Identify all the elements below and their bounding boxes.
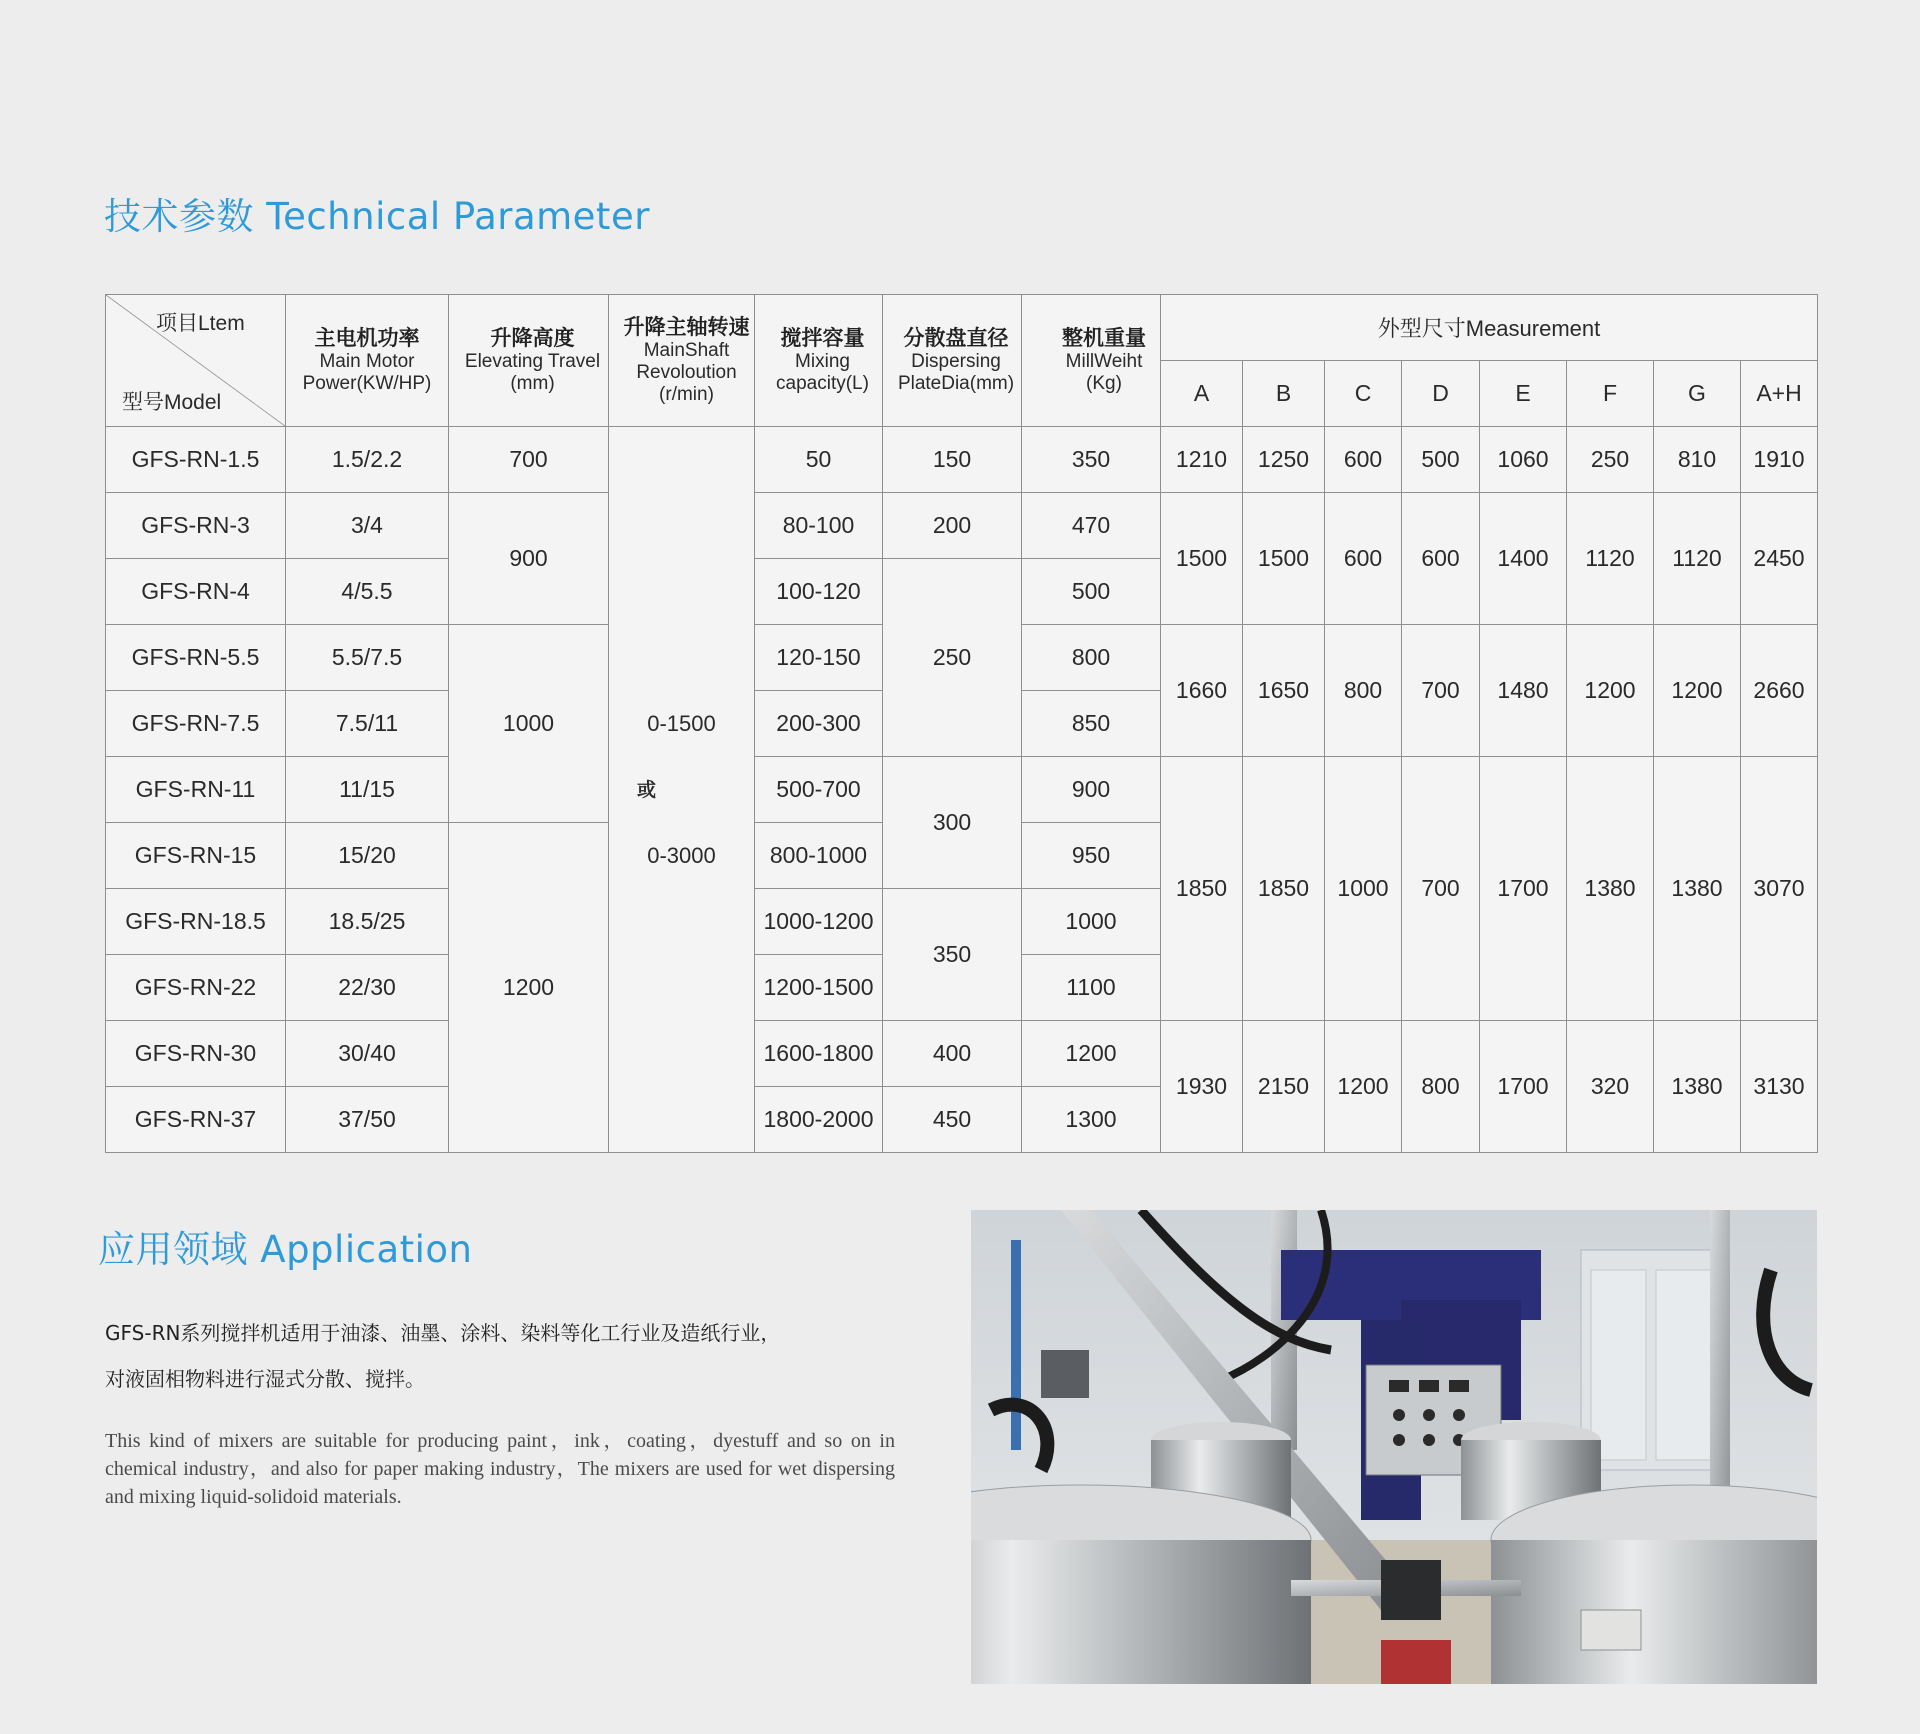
measure-d: 800 (1402, 1021, 1480, 1153)
measure-f: 1200 (1567, 625, 1654, 757)
measure-g: 1380 (1654, 757, 1741, 1021)
measure-e: 1400 (1480, 493, 1567, 625)
header-col-a-plus-h: A+H (1741, 361, 1818, 427)
model-cell: GFS-RN-5.5 (106, 625, 286, 691)
measure-b: 1500 (1243, 493, 1325, 625)
weight-cell: 950 (1022, 823, 1161, 889)
plate-dia-cell: 350 (883, 889, 1022, 1021)
measure-d: 700 (1402, 625, 1480, 757)
power-cell: 22/30 (286, 955, 449, 1021)
measure-a: 1850 (1161, 757, 1243, 1021)
travel-cell: 700 (449, 427, 609, 493)
capacity-cell: 1000-1200 (755, 889, 883, 955)
travel-cell: 900 (449, 493, 609, 625)
capacity-cell: 100-120 (755, 559, 883, 625)
capacity-cell: 120-150 (755, 625, 883, 691)
measure-a-plus-h: 1910 (1741, 427, 1818, 493)
header-col-c: C (1325, 361, 1402, 427)
header-col-a: A (1161, 361, 1243, 427)
capacity-cell: 500-700 (755, 757, 883, 823)
plate-dia-cell: 250 (883, 559, 1022, 757)
power-cell: 18.5/25 (286, 889, 449, 955)
measure-a-plus-h: 2660 (1741, 625, 1818, 757)
mixer-factory-photo (971, 1210, 1817, 1684)
header-col-f: F (1567, 361, 1654, 427)
measure-f: 320 (1567, 1021, 1654, 1153)
header-col-g: G (1654, 361, 1741, 427)
weight-cell: 500 (1022, 559, 1161, 625)
measure-b: 1850 (1243, 757, 1325, 1021)
measure-d: 700 (1402, 757, 1480, 1021)
measure-e: 1700 (1480, 1021, 1567, 1153)
plate-dia-cell: 400 (883, 1021, 1022, 1087)
measure-f: 1380 (1567, 757, 1654, 1021)
measure-b: 1250 (1243, 427, 1325, 493)
power-cell: 1.5/2.2 (286, 427, 449, 493)
measure-g: 1120 (1654, 493, 1741, 625)
model-cell: GFS-RN-22 (106, 955, 286, 1021)
power-cell: 30/40 (286, 1021, 449, 1087)
power-cell: 4/5.5 (286, 559, 449, 625)
weight-cell: 1200 (1022, 1021, 1161, 1087)
plate-dia-cell: 450 (883, 1087, 1022, 1153)
measure-e: 1480 (1480, 625, 1567, 757)
measure-a: 1500 (1161, 493, 1243, 625)
measure-d: 600 (1402, 493, 1480, 625)
measure-f: 1120 (1567, 493, 1654, 625)
header-dispersing-plate-dia: 分散盘直径 Dispersing PlateDia(mm) (883, 295, 1022, 427)
model-cell: GFS-RN-1.5 (106, 427, 286, 493)
measure-e: 1060 (1480, 427, 1567, 493)
header-mixing-capacity: 搅拌容量 Mixing capacity(L) (755, 295, 883, 427)
header-mainshaft-revolution: 升降主轴转速 MainShaft Revoloution (r/min) (609, 295, 755, 427)
model-cell: GFS-RN-15 (106, 823, 286, 889)
measure-b: 1650 (1243, 625, 1325, 757)
weight-cell: 850 (1022, 691, 1161, 757)
measure-c: 600 (1325, 427, 1402, 493)
revolution-value-1: 0-1500 (647, 710, 716, 736)
measure-c: 1000 (1325, 757, 1402, 1021)
power-cell: 15/20 (286, 823, 449, 889)
measure-b: 2150 (1243, 1021, 1325, 1153)
application-cn-line-2: 对液固相物料进行湿式分散、搅拌。 (105, 1367, 425, 1391)
measure-a: 1660 (1161, 625, 1243, 757)
corner-model-label: 型号Model (122, 391, 222, 414)
measure-g: 810 (1654, 427, 1741, 493)
capacity-cell: 1800-2000 (755, 1087, 883, 1153)
capacity-cell: 50 (755, 427, 883, 493)
model-cell: GFS-RN-30 (106, 1021, 286, 1087)
model-cell: GFS-RN-7.5 (106, 691, 286, 757)
measure-f: 250 (1567, 427, 1654, 493)
capacity-cell: 1200-1500 (755, 955, 883, 1021)
application-description-en: This kind of mixers are suitable for producing paint，ink，coating，dyestuff and so on in chemical industry，and also for paper making industry，The mixers are used for wet dispersing and mixing liquid-solidoid materials. (105, 1430, 895, 1508)
revolution-value-2: 0-3000 (647, 842, 716, 868)
capacity-cell: 1600-1800 (755, 1021, 883, 1087)
application-description-cn (105, 1310, 780, 1402)
measure-g: 1380 (1654, 1021, 1741, 1153)
measure-c: 1200 (1325, 1021, 1402, 1153)
measure-a-plus-h: 3130 (1741, 1021, 1818, 1153)
application-title: 应用领域 Application (98, 1228, 473, 1271)
header-measurement: 外型尺寸Measurement (1161, 295, 1818, 361)
header-mill-weight: 整机重量 MillWeiht (Kg) (1022, 295, 1161, 427)
weight-cell: 800 (1022, 625, 1161, 691)
power-cell: 11/15 (286, 757, 449, 823)
header-elevating-travel: 升降高度 Elevating Travel (mm) (449, 295, 609, 427)
model-cell: GFS-RN-3 (106, 493, 286, 559)
power-cell: 7.5/11 (286, 691, 449, 757)
plate-dia-cell: 300 (883, 757, 1022, 889)
application-cn-line-1: GFS-RN系列搅拌机适用于油漆、油墨、涂料、染料等化工行业及造纸行业， (105, 1321, 781, 1345)
header-col-d: D (1402, 361, 1480, 427)
power-cell: 37/50 (286, 1087, 449, 1153)
measure-a-plus-h: 2450 (1741, 493, 1818, 625)
capacity-cell: 80-100 (755, 493, 883, 559)
power-cell: 3/4 (286, 493, 449, 559)
header-col-e: E (1480, 361, 1567, 427)
weight-cell: 350 (1022, 427, 1161, 493)
travel-cell: 1200 (449, 823, 609, 1153)
revolution-or: 或 (637, 778, 657, 801)
technical-parameter-title: 技术参数 Technical Parameter (104, 195, 650, 238)
measure-a: 1210 (1161, 427, 1243, 493)
revolution-cell (609, 427, 755, 1153)
weight-cell: 1000 (1022, 889, 1161, 955)
travel-cell: 1000 (449, 625, 609, 823)
header-corner-cell (106, 295, 286, 427)
measure-g: 1200 (1654, 625, 1741, 757)
model-cell: GFS-RN-11 (106, 757, 286, 823)
weight-cell: 1300 (1022, 1087, 1161, 1153)
plate-dia-cell: 200 (883, 493, 1022, 559)
header-col-b: B (1243, 361, 1325, 427)
measure-d: 500 (1402, 427, 1480, 493)
measure-e: 1700 (1480, 757, 1567, 1021)
model-cell: GFS-RN-37 (106, 1087, 286, 1153)
corner-item-label: 项目Ltem (156, 312, 245, 335)
measure-a: 1930 (1161, 1021, 1243, 1153)
weight-cell: 1100 (1022, 955, 1161, 1021)
capacity-cell: 800-1000 (755, 823, 883, 889)
weight-cell: 470 (1022, 493, 1161, 559)
plate-dia-cell: 150 (883, 427, 1022, 493)
header-main-motor-power: 主电机功率 Main Motor Power(KW/HP) (286, 295, 449, 427)
measure-c: 600 (1325, 493, 1402, 625)
capacity-cell: 200-300 (755, 691, 883, 757)
measure-c: 800 (1325, 625, 1402, 757)
model-cell: GFS-RN-4 (106, 559, 286, 625)
weight-cell: 900 (1022, 757, 1161, 823)
model-cell: GFS-RN-18.5 (106, 889, 286, 955)
measure-a-plus-h: 3070 (1741, 757, 1818, 1021)
power-cell: 5.5/7.5 (286, 625, 449, 691)
technical-parameter-table (105, 294, 1818, 1153)
